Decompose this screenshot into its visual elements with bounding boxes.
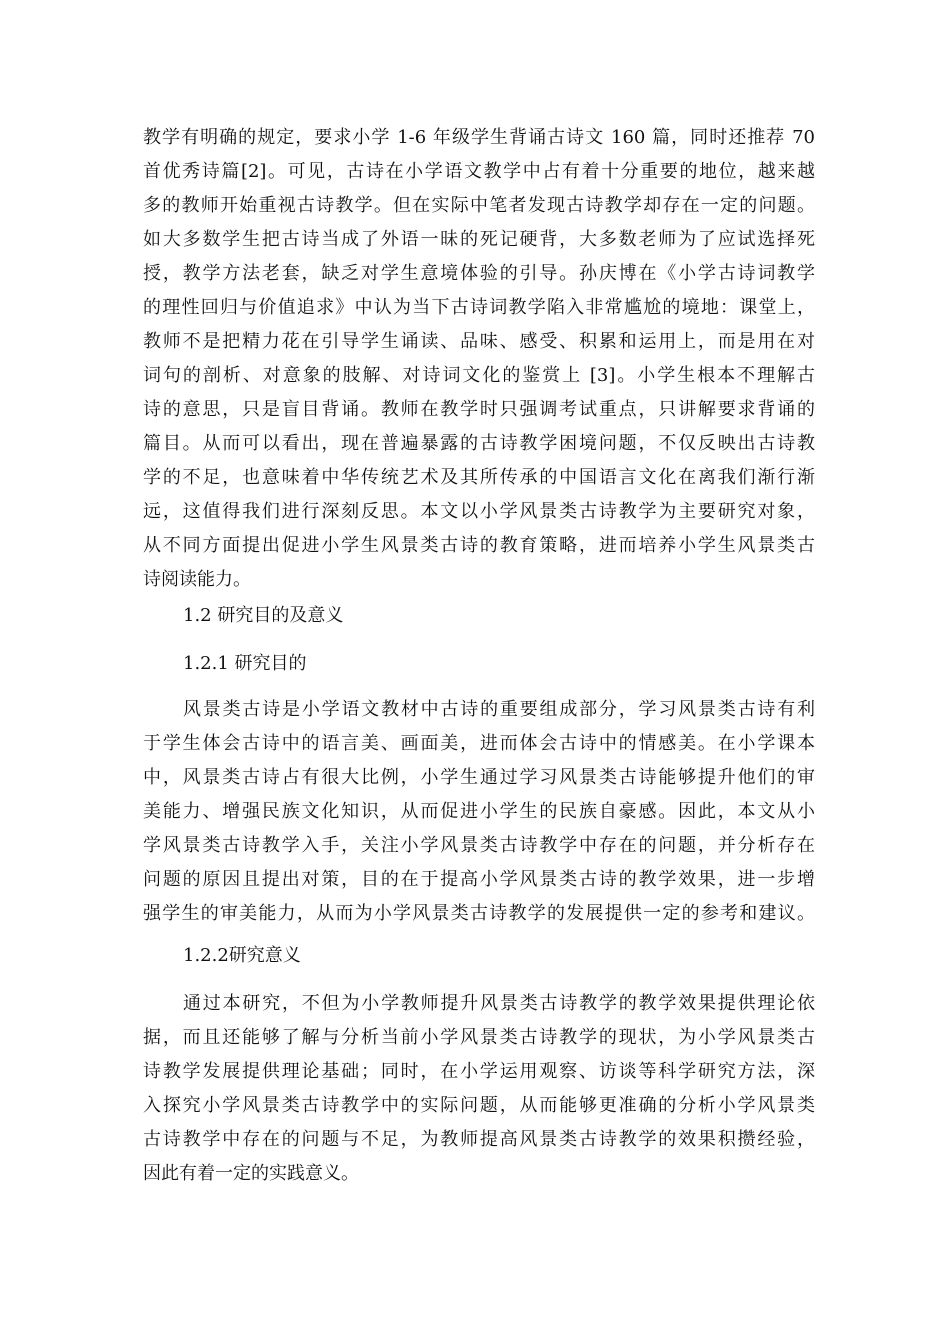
- section-heading-1-2-2: 1.2.2研究意义: [183, 945, 301, 966]
- text-line: 如大多数学生把古诗当成了外语一昧的死记硬背，大多数老师为了应试选择死: [143, 229, 815, 250]
- text-line: 授，教学方法老套，缺乏对学生意境体验的引导。孙庆博在《小学古诗词教学: [143, 263, 815, 284]
- text-line: 强学生的审美能力，从而为小学风景类古诗教学的发展提供一定的参考和建议。: [143, 903, 815, 924]
- text-line: 远，这值得我们进行深刻反思。本文以小学风景类古诗教学为主要研究对象，: [143, 501, 815, 522]
- paragraph-research-purpose: [143, 693, 815, 931]
- paragraph-research-significance: [143, 987, 815, 1191]
- text-line: 学的不足，也意味着中华传统艺术及其所传承的中国语言文化在离我们渐行渐: [143, 467, 815, 488]
- text-line: 诗教学发展提供理论基础；同时，在小学运用观察、访谈等科学研究方法，深: [143, 1061, 815, 1082]
- section-heading-1-2-1: 1.2.1 研究目的: [183, 653, 307, 674]
- text-line: 词句的剖析、对意象的肢解、对诗词文化的鉴赏上 [3]。小学生根本不理解古: [143, 365, 815, 386]
- text-line: 首优秀诗篇[2]。可见，古诗在小学语文教学中占有着十分重要的地位，越来越: [143, 161, 815, 182]
- text-line: 诗的意思，只是盲目背诵。教师在教学时只强调考试重点，只讲解要求背诵的: [143, 399, 815, 420]
- paragraph-intro-continuation: [143, 121, 815, 597]
- text-line: 通过本研究，不但为小学教师提升风景类古诗教学的教学效果提供理论依: [183, 993, 815, 1014]
- text-line: 篇目。从而可以看出，现在普遍暴露的古诗教学困境问题，不仅反映出古诗教: [143, 433, 815, 454]
- text-line: 的理性回归与价值追求》中认为当下古诗词教学陷入非常尴尬的境地：课堂上，: [143, 297, 815, 318]
- text-line: 风景类古诗是小学语文教材中古诗的重要组成部分，学习风景类古诗有利: [183, 699, 815, 720]
- text-line: 从不同方面提出促进小学生风景类古诗的教育策略，进而培养小学生风景类古: [143, 535, 815, 556]
- text-line: 于学生体会古诗中的语言美、画面美，进而体会古诗中的情感美。在小学课本: [143, 733, 815, 754]
- text-line: 据，而且还能够了解与分析当前小学风景类古诗教学的现状，为小学风景类古: [143, 1027, 815, 1048]
- text-line: 古诗教学中存在的问题与不足，为教师提高风景类古诗教学的效果积攒经验，: [143, 1129, 815, 1150]
- text-line: 美能力、增强民族文化知识，从而促进小学生的民族自豪感。因此，本文从小: [143, 801, 815, 822]
- text-line: 问题的原因且提出对策，目的在于提高小学风景类古诗的教学效果，进一步增: [143, 869, 815, 890]
- section-heading-1-2: 1.2 研究目的及意义: [183, 605, 344, 626]
- text-line: 因此有着一定的实践意义。: [143, 1163, 359, 1184]
- text-line: 教师不是把精力花在引导学生诵读、品味、感受、积累和运用上，而是用在对: [143, 331, 815, 352]
- text-line: 诗阅读能力。: [143, 569, 251, 590]
- text-line: 中，风景类古诗占有很大比例，小学生通过学习风景类古诗能够提升他们的审: [143, 767, 815, 788]
- text-line: 多的教师开始重视古诗教学。但在实际中笔者发现古诗教学却存在一定的问题。: [143, 195, 815, 216]
- text-line: 入探究小学风景类古诗教学中的实际问题，从而能够更准确的分析小学风景类: [143, 1095, 815, 1116]
- text-line: 教学有明确的规定，要求小学 1-6 年级学生背诵古诗文 160 篇，同时还推荐 70: [143, 127, 815, 148]
- text-line: 学风景类古诗教学入手，关注小学风景类古诗教学中存在的问题，并分析存在: [143, 835, 815, 856]
